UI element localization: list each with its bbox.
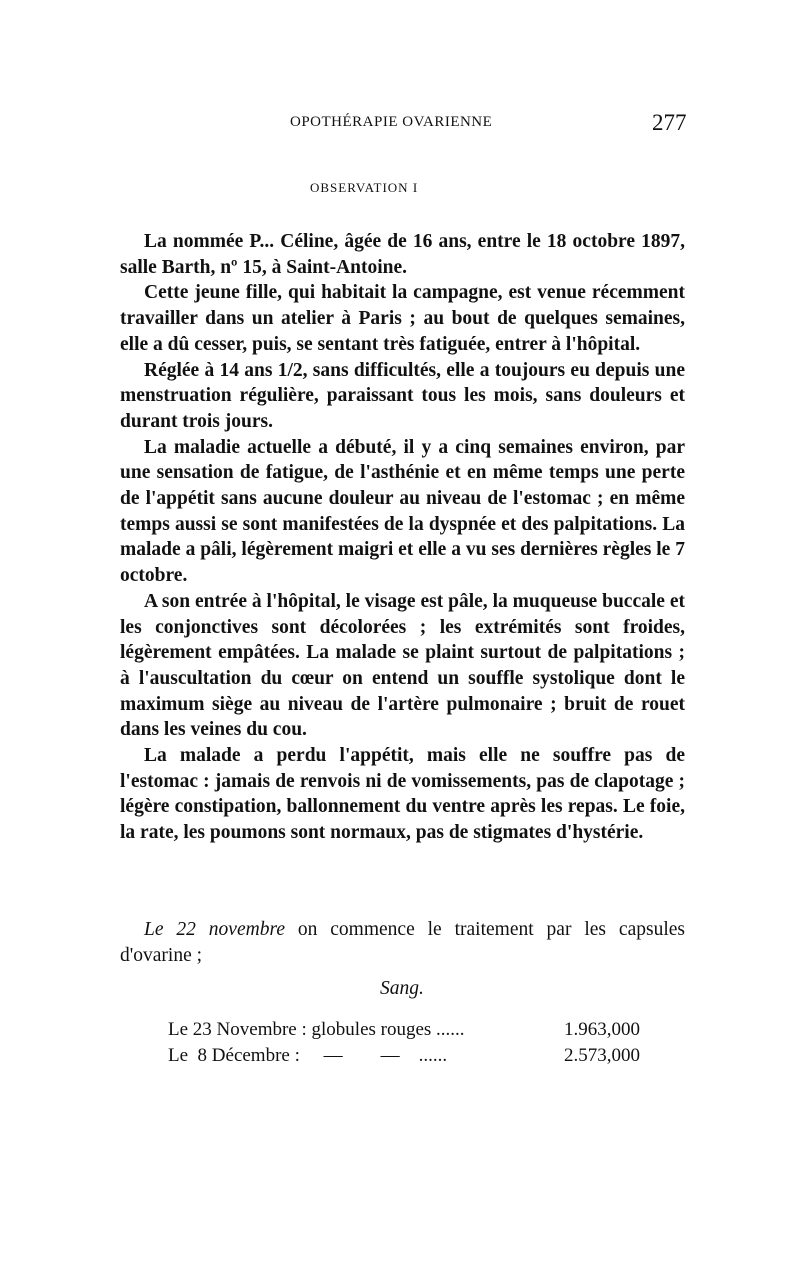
page-number: 277 [652, 110, 687, 135]
row-label: Le 8 Décembre : — — ...... [168, 1045, 448, 1066]
paragraph: A son entrée à l'hôpital, le visage est pâle, la muqueuse buccale et les conjonctives sont décolorées ; les extrémités sont froides, légèrement empâtées. La malade se plaint surtout de palpitations ; à l'auscultation du cœur on entend un souffle systolique dont le maximum siège au niveau de l'artère pulmonaire ; bruit de rouet dans les veines du cou. [120, 590, 685, 741]
paragraph: La nommée P... Céline, âgée de 16 ans, entre le 18 octobre 1897, salle Barth, nº 15, à Saint-Antoine. [120, 231, 685, 278]
paragraph: La malade a perdu l'appétit, mais elle ne souffre pas de l'estomac : jamais de renvois ni de vomissements, pas de clapotage ; légère constipation, ballonnement du ventre après les repas. Le foie, la rate, les poumons sont normaux, pas de stigmates d'hystérie. [120, 745, 685, 844]
treatment-date: Le 22 novembre [144, 919, 285, 940]
blood-table [168, 1017, 640, 1069]
table-row [168, 1017, 640, 1043]
blood-heading: Sang. [380, 978, 424, 999]
paragraph: La maladie actuelle a débuté, il y a cinq semaines environ, par une sensation de fatigue, de l'asthénie et en même temps une perte de l'appétit sans aucune douleur au niveau de l'estomac ; en même temps aussi se sont manifestées de la dyspnée et des palpitations. La malade a pâli, légèrement maigri et elle a vu ses dernières règles le 7 octobre. [120, 436, 685, 587]
table-row [168, 1043, 640, 1069]
treatment-paragraph [120, 917, 685, 968]
running-head: OPOTHÉRAPIE OVARIENNE [290, 114, 493, 130]
row-value: 1.963,000 [564, 1019, 640, 1040]
row-value: 2.573,000 [564, 1045, 640, 1066]
treatment-text [120, 917, 685, 968]
paragraph: Cette jeune fille, qui habitait la campagne, est venue récemment travailler dans un atelier à Paris ; au bout de quelques semaines, elle a dû cesser, puis, se sentant très fatiguée, entrer à l'hôpital. [120, 282, 685, 355]
row-label: Le 23 Novembre : globules rouges ...... [168, 1019, 465, 1040]
section-title: OBSERVATION I [310, 180, 419, 195]
treatment-rest: on commence le traitement par les capsules d'ovarine ; [120, 919, 685, 966]
paragraph: Réglée à 14 ans 1/2, sans difficultés, elle a toujours eu depuis une menstruation régulière, paraissant tous les mois, sans douleurs et durant trois jours. [120, 359, 685, 432]
observation-body [120, 229, 685, 846]
